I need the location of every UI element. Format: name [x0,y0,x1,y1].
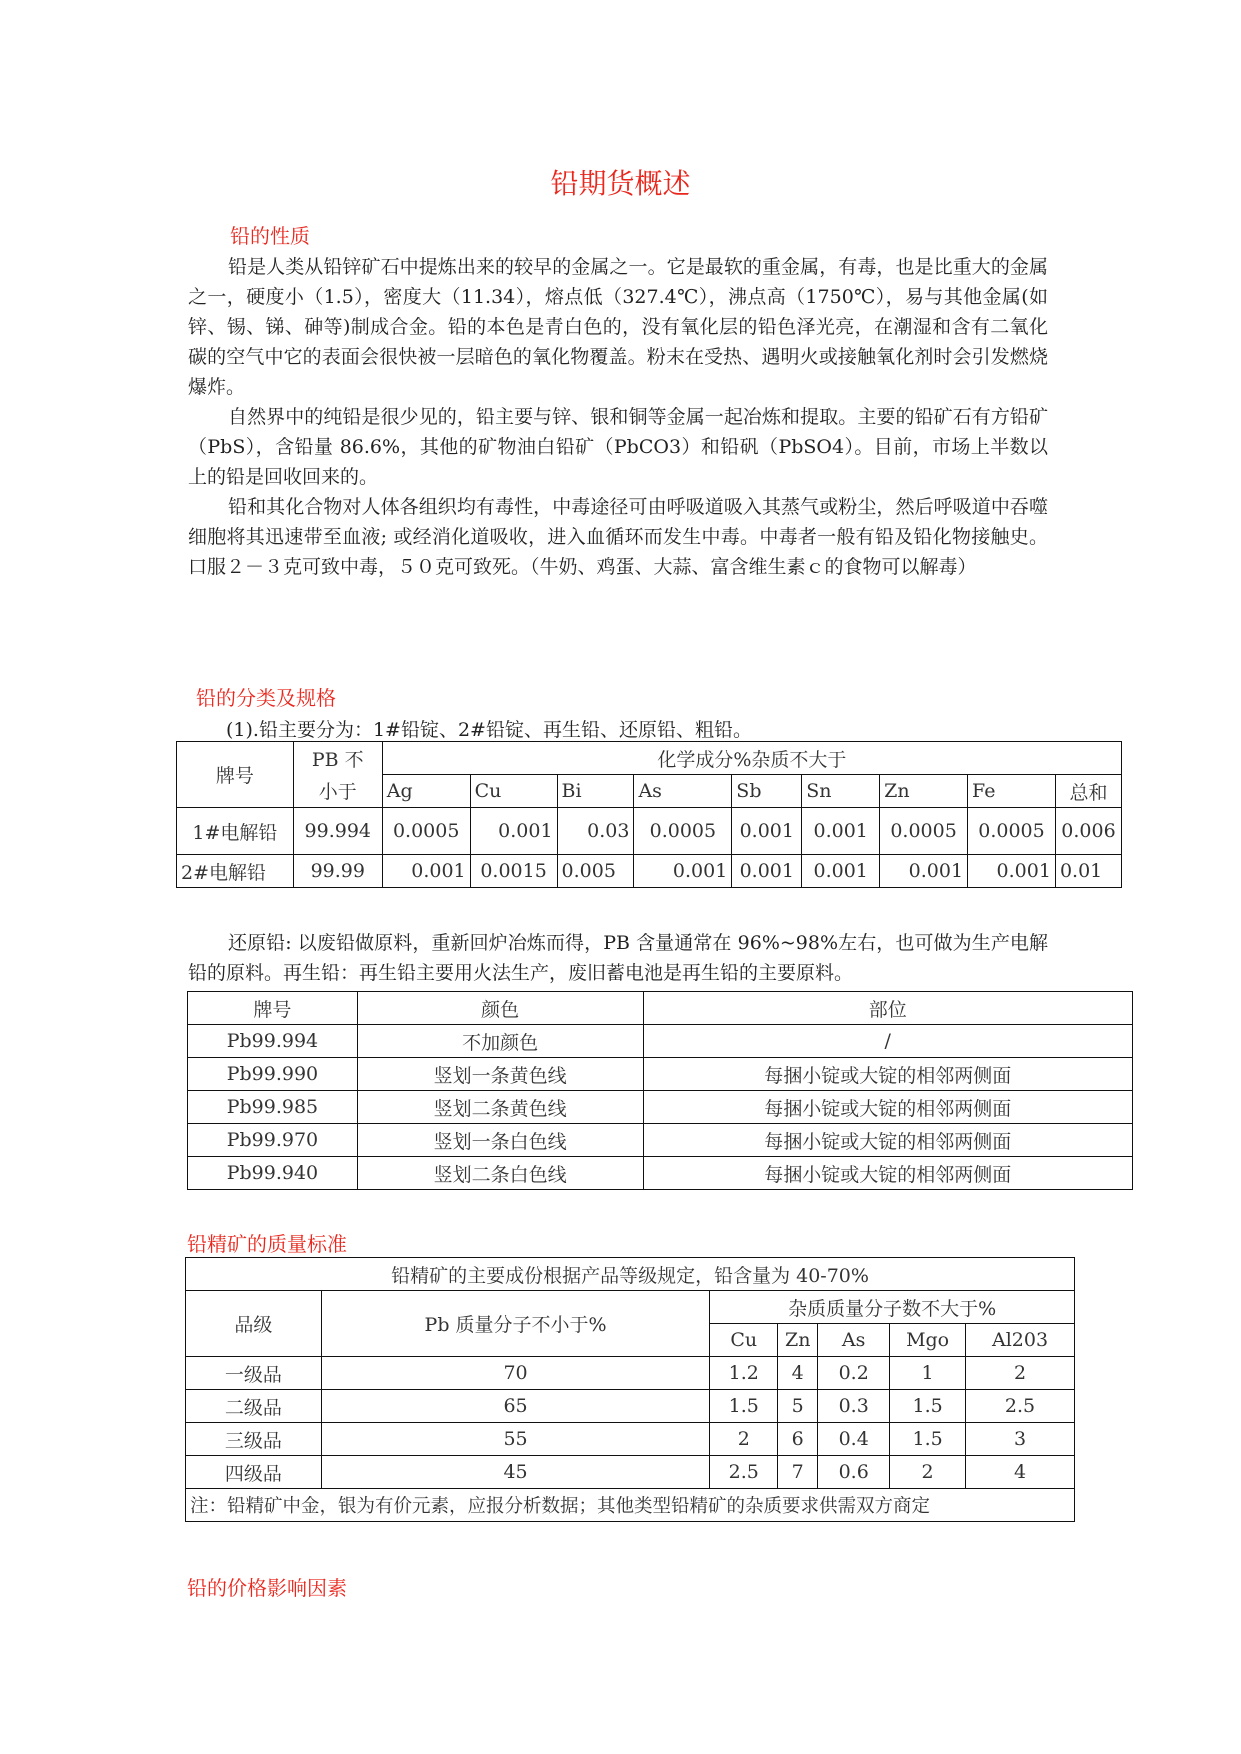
row-value: 0.0005 [880,808,968,855]
header-element: Mgo [890,1324,966,1357]
cell-color: 竖划二条白色线 [357,1157,643,1190]
reduced-lead-paragraph [188,928,1048,988]
row-value: 0.6 [818,1456,890,1489]
header-element: Sb [732,775,802,808]
row-grade: 2#电解铅 [177,855,294,888]
section-heading-classification: 铅的分类及规格 [196,686,336,710]
row-value: 0.4 [818,1423,890,1456]
row-value: 0.03 [557,808,634,855]
row-value: 2 [710,1423,778,1456]
header-grade: 牌号 [188,992,358,1025]
row-value: 2 [966,1357,1075,1390]
header-element: Sn [802,775,880,808]
table-row [186,1456,1075,1489]
header-pb: Pb 质量分子不小于% [321,1291,710,1357]
row-pb: 65 [321,1390,710,1423]
cell-position: 每捆小锭或大锭的相邻两侧面 [643,1058,1132,1091]
section-heading-concentrate: 铅精矿的质量标准 [187,1232,347,1256]
row-value: 6 [778,1423,818,1456]
header-element: As [818,1324,890,1357]
row-value: 0.0015 [470,855,557,888]
table-row [186,1390,1075,1423]
header-pb-line1: PB 不 [293,742,382,775]
table-note: 注：铅精矿中金，银为有价元素，应报分析数据；其他类型铅精矿的杂质要求供需双方商定 [186,1489,1075,1522]
section-heading-price: 铅的价格影响因素 [187,1576,347,1600]
row-pb: 45 [321,1456,710,1489]
row-value: 4 [966,1456,1075,1489]
table-row [188,1025,1133,1058]
row-value: 1.5 [710,1390,778,1423]
header-element: Fe [968,775,1056,808]
classification-intro: (1).铅主要分为：1#铅锭、2#铅锭、再生铅、还原铅、粗铅。 [226,719,752,741]
header-element: Ag [382,775,470,808]
cell-color: 竖划一条黄色线 [357,1058,643,1091]
row-grade: 三级品 [186,1423,322,1456]
row-pb: 70 [321,1357,710,1390]
row-value: 3 [966,1423,1075,1456]
lead-ingot-color-table [187,991,1133,1190]
table-row [186,1423,1075,1456]
header-pb-line2: 小于 [293,775,382,808]
paragraph-reduced-lead: 还原铅: 以废铅做原料，重新回炉冶炼而得，PB 含量通常在 96%~98%左右，也可做为生产电解铅的原料。再生铅：再生铅主要用火法生产，废旧蓄电池是再生铅的主要原料。 [188,932,1048,984]
cell-grade: Pb99.940 [188,1157,358,1190]
cell-color: 不加颜色 [357,1025,643,1058]
table-row [177,855,1122,888]
row-pb: 99.99 [293,855,382,888]
row-value: 2 [890,1456,966,1489]
row-grade: 一级品 [186,1357,322,1390]
row-value: 1.5 [890,1423,966,1456]
cell-color: 竖划一条白色线 [357,1124,643,1157]
row-grade: 四级品 [186,1456,322,1489]
row-value: 0.001 [382,855,470,888]
properties-body [188,252,1048,582]
cell-position: / [643,1025,1132,1058]
header-grade: 牌号 [177,742,294,808]
cell-color: 竖划二条黄色线 [357,1091,643,1124]
electrolytic-lead-table [176,741,1122,888]
row-value: 0.001 [470,808,557,855]
header-impurity-group: 杂质质量分子数不大于% [710,1291,1075,1324]
table-row [188,1124,1133,1157]
table-row [186,1357,1075,1390]
row-grade: 二级品 [186,1390,322,1423]
row-value: 0.001 [802,855,880,888]
row-value: 2.5 [966,1390,1075,1423]
table-row [188,1091,1133,1124]
row-value: 2.5 [710,1456,778,1489]
table-row [188,1058,1133,1091]
cell-grade: Pb99.994 [188,1025,358,1058]
cell-grade: Pb99.970 [188,1124,358,1157]
row-value: 0.0005 [968,808,1056,855]
cell-grade: Pb99.990 [188,1058,358,1091]
header-element: Bi [557,775,634,808]
cell-position: 每捆小锭或大锭的相邻两侧面 [643,1124,1132,1157]
row-value: 0.001 [732,855,802,888]
page-title: 铅期货概述 [550,167,691,200]
row-value: 0.0005 [634,808,732,855]
row-value: 0.001 [968,855,1056,888]
row-value: 1 [890,1357,966,1390]
row-value: 0.0005 [382,808,470,855]
concentrate-quality-table [185,1257,1075,1522]
row-value: 1.5 [890,1390,966,1423]
row-value: 5 [778,1390,818,1423]
header-chemical-group: 化学成分%杂质不大于 [382,742,1121,775]
header-element: 总和 [1055,775,1121,808]
header-element: As [634,775,732,808]
header-element: Zn [880,775,968,808]
header-position: 部位 [643,992,1132,1025]
header-color: 颜色 [357,992,643,1025]
header-element: Cu [710,1324,778,1357]
row-value: 0.001 [802,808,880,855]
table-row [188,1157,1133,1190]
row-value: 0.3 [818,1390,890,1423]
header-element: Cu [470,775,557,808]
row-value: 1.2 [710,1357,778,1390]
table-row [177,808,1122,855]
row-value: 0.001 [880,855,968,888]
row-value: 7 [778,1456,818,1489]
header-element: Al203 [966,1324,1075,1357]
row-value: 0.001 [732,808,802,855]
header-element: Zn [778,1324,818,1357]
row-grade: 1#电解铅 [177,808,294,855]
paragraph-properties-3: 铅和其化合物对人体各组织均有毒性，中毒途径可由呼吸道吸入其蒸气或粉尘，然后呼吸道中吞噬细胞将其迅速带至血液; 或经消化道吸收，进入血循环而发生中毒。中毒者一般有铅及铅化物接触史。口服２－３克可致中毒，５０克可致死。（牛奶、鸡蛋、大蒜、富含维生素ｃ的食物可以解毒） [188,496,1048,578]
section-heading-properties: 铅的性质 [230,224,310,248]
cell-grade: Pb99.985 [188,1091,358,1124]
table-caption: 铅精矿的主要成份根据产品等级规定，铅含量为 40-70% [186,1258,1075,1291]
paragraph-properties-2: 自然界中的纯铅是很少见的，铅主要与锌、银和铜等金属一起冶炼和提取。主要的铅矿石有方铅矿（PbS），含铅量 86.6%，其他的矿物油白铅矿（PbCO3）和铅矾（PbSO4）。目前，市场上半数以上的铅是回收回来的。 [188,406,1048,488]
row-value: 0.001 [634,855,732,888]
row-value: 0.01 [1055,855,1121,888]
paragraph-properties-1: 铅是人类从铅锌矿石中提炼出来的较早的金属之一。它是最软的重金属，有毒，也是比重大的金属之一，硬度小（1.5），密度大（11.34），熔点低（327.4℃），沸点高（1750℃），易与其他金属(如锌、锡、锑、砷等)制成合金。铅的本色是青白色的，没有氧化层的铅色泽光亮，在潮湿和含有二氧化碳的空气中它的表面会很快被一层暗色的氧化物覆盖。粉末在受热、遇明火或接触氧化剂时会引发燃烧爆炸。 [188,256,1048,398]
cell-position: 每捆小锭或大锭的相邻两侧面 [643,1091,1132,1124]
row-value: 4 [778,1357,818,1390]
row-value: 0.2 [818,1357,890,1390]
row-pb: 99.994 [293,808,382,855]
row-pb: 55 [321,1423,710,1456]
row-value: 0.006 [1055,808,1121,855]
header-grade: 品级 [186,1291,322,1357]
row-value: 0.005 [557,855,634,888]
cell-position: 每捆小锭或大锭的相邻两侧面 [643,1157,1132,1190]
